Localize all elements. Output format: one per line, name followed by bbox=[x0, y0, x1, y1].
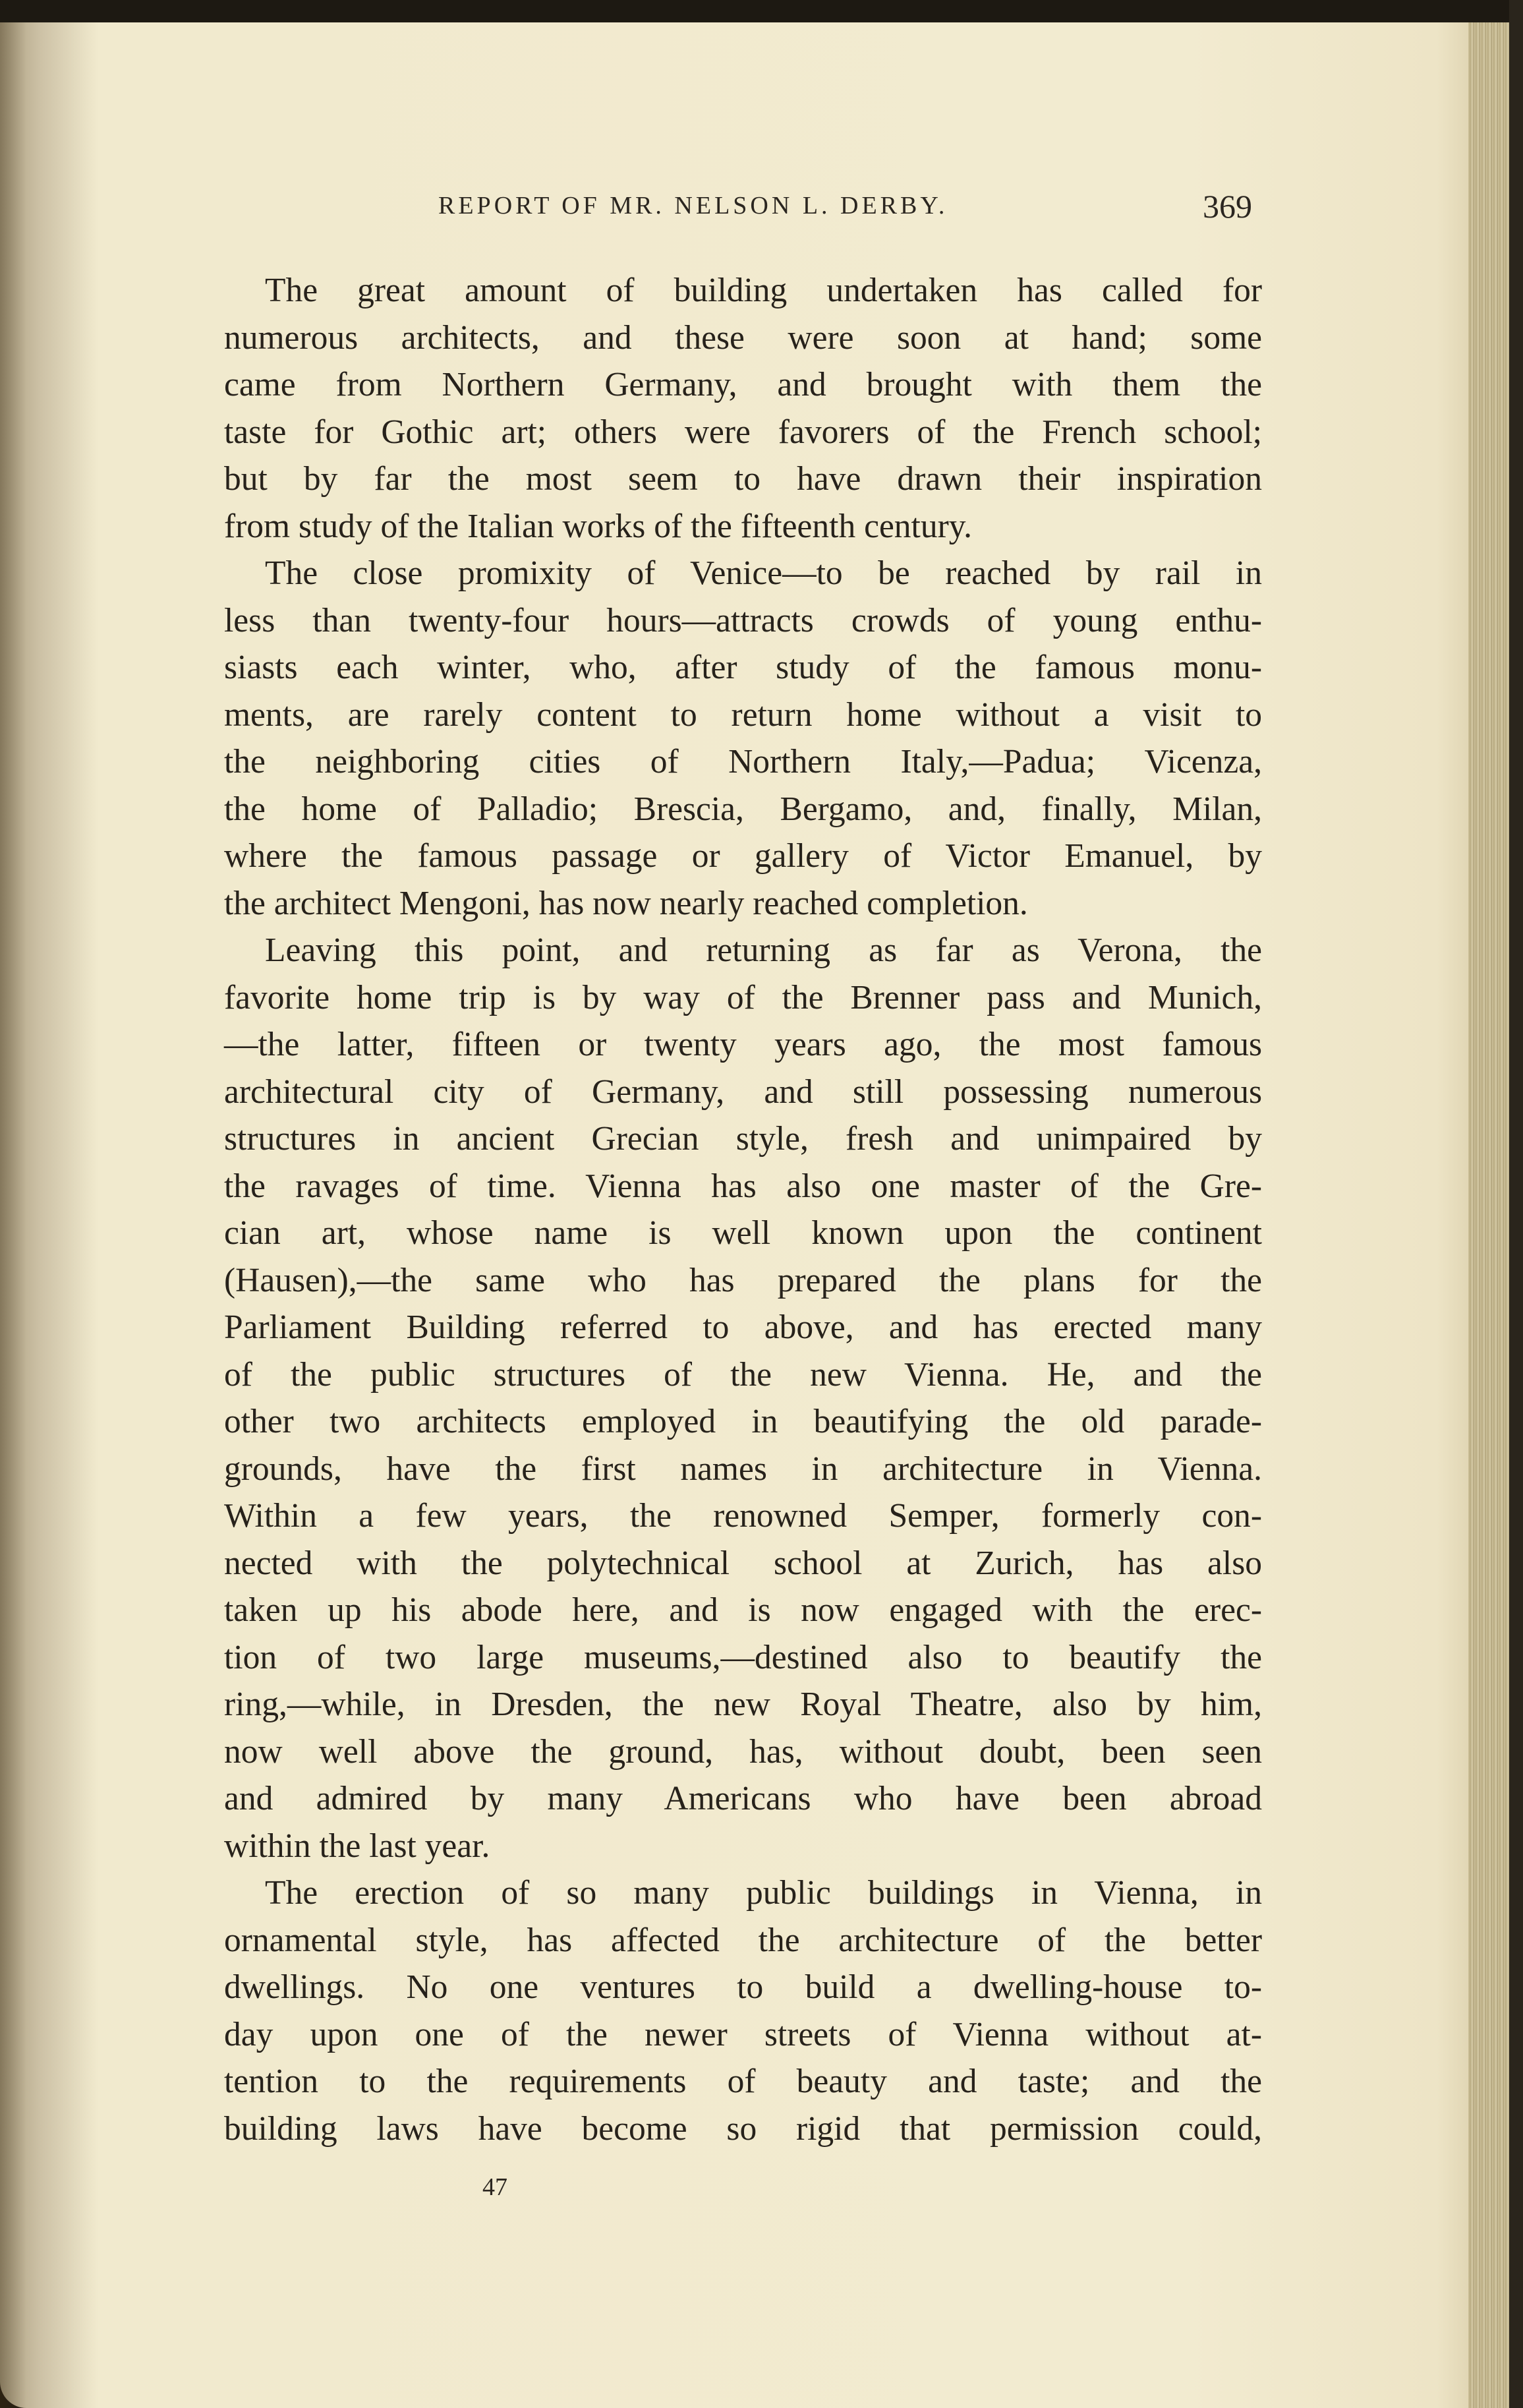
text-line: ornamental style, has affected the architecture of the better bbox=[224, 1921, 1262, 1959]
text-line: the architect Mengoni, has now nearly reached completion. bbox=[224, 884, 1028, 922]
text-line: siasts each winter, who, after study of the famous monu- bbox=[224, 649, 1262, 686]
book-top-edge bbox=[0, 0, 1523, 22]
text-line: nected with the polytechnical school at Zurich, has also bbox=[224, 1544, 1262, 1582]
text-line: less than twenty-four hours—attracts crowds of young enthu- bbox=[224, 601, 1262, 639]
text-line: The erection of so many public buildings in Vienna, in bbox=[265, 1874, 1262, 1912]
text-line: the ravages of time. Vienna has also one master of the Gre- bbox=[224, 1167, 1262, 1205]
text-line: taken up his abode here, and is now engaged with the erec- bbox=[224, 1591, 1262, 1629]
page-number: 369 bbox=[1203, 188, 1252, 225]
text-line: building laws have become so rigid that permission could, bbox=[224, 2109, 1262, 2148]
text-line: favorite home trip is by way of the Brenner pass and Munich, bbox=[224, 978, 1262, 1016]
text-line: ring,—while, in Dresden, the new Royal Theatre, also by him, bbox=[224, 1686, 1262, 1723]
text-line: grounds, have the first names in architecture in Vienna. bbox=[224, 1450, 1262, 1488]
text-line: ments, are rarely content to return home without a visit to bbox=[224, 695, 1262, 734]
paragraph bbox=[224, 550, 1262, 927]
text-line: The great amount of building undertaken has called for bbox=[265, 272, 1262, 309]
paragraph bbox=[224, 1869, 1262, 2152]
text-line: the neighboring cities of Northern Italy,—Padua; Vicenza, bbox=[224, 743, 1262, 780]
text-line: Leaving this point, and returning as far as Verona, the bbox=[265, 931, 1262, 969]
running-title: REPORT OF MR. NELSON L. DERBY. bbox=[438, 192, 948, 220]
text-line: The close promixity of Venice—to be reached by rail in bbox=[265, 554, 1262, 592]
text-line: (Hausen),—the same who has prepared the plans for the bbox=[224, 1261, 1262, 1299]
text-line: from study of the Italian works of the fifteenth century. bbox=[224, 507, 973, 545]
text-line: Within a few years, the renowned Semper, formerly con- bbox=[224, 1497, 1262, 1535]
paragraph bbox=[224, 927, 1262, 1869]
text-line: and admired by many Americans who have been abroad bbox=[224, 1780, 1262, 1817]
gutter-shadow bbox=[0, 22, 99, 2408]
paragraph bbox=[224, 267, 1262, 550]
book-edge-shadow bbox=[1509, 0, 1523, 2408]
body-text bbox=[224, 267, 1262, 2152]
text-line: other two architects employed in beautifying the old parade- bbox=[224, 1403, 1262, 1440]
running-head bbox=[0, 187, 1491, 227]
text-line: where the famous passage or gallery of Victor Emanuel, by bbox=[224, 837, 1262, 875]
signature-mark: 47 bbox=[482, 2173, 507, 2201]
text-line: within the last year. bbox=[224, 1827, 490, 1865]
text-line: tion of two large museums,—destined also to beautify the bbox=[224, 1638, 1262, 1676]
text-line: now well above the ground, has, without doubt, been seen bbox=[224, 1732, 1262, 1771]
text-line: the home of Palladio; Brescia, Bergamo, and, finally, Milan, bbox=[224, 790, 1262, 828]
text-line: came from Northern Germany, and brought with them the bbox=[224, 366, 1262, 403]
text-line: Parliament Building referred to above, and has erected many bbox=[224, 1308, 1262, 1346]
text-line: dwellings. No one ventures to build a dwelling-house to- bbox=[224, 1968, 1262, 2006]
text-line: of the public structures of the new Vienna. He, and the bbox=[224, 1355, 1262, 1394]
text-line: taste for Gothic art; others were favorers of the French school; bbox=[224, 413, 1262, 451]
text-line: cian art, whose name is well known upon the continent bbox=[224, 1214, 1262, 1252]
text-line: structures in ancient Grecian style, fresh and unimpaired by bbox=[224, 1120, 1262, 1158]
text-line: but by far the most seem to have drawn their inspiration bbox=[224, 460, 1262, 498]
text-line: —the latter, fifteen or twenty years ago, the most famous bbox=[224, 1026, 1262, 1063]
text-line: architectural city of Germany, and still possessing numerous bbox=[224, 1072, 1262, 1111]
text-line: numerous architects, and these were soon at hand; some bbox=[224, 318, 1262, 357]
text-line: day upon one of the newer streets of Vienna without at- bbox=[224, 2015, 1262, 2053]
text-line: tention to the requirements of beauty and taste; and the bbox=[224, 2063, 1262, 2100]
